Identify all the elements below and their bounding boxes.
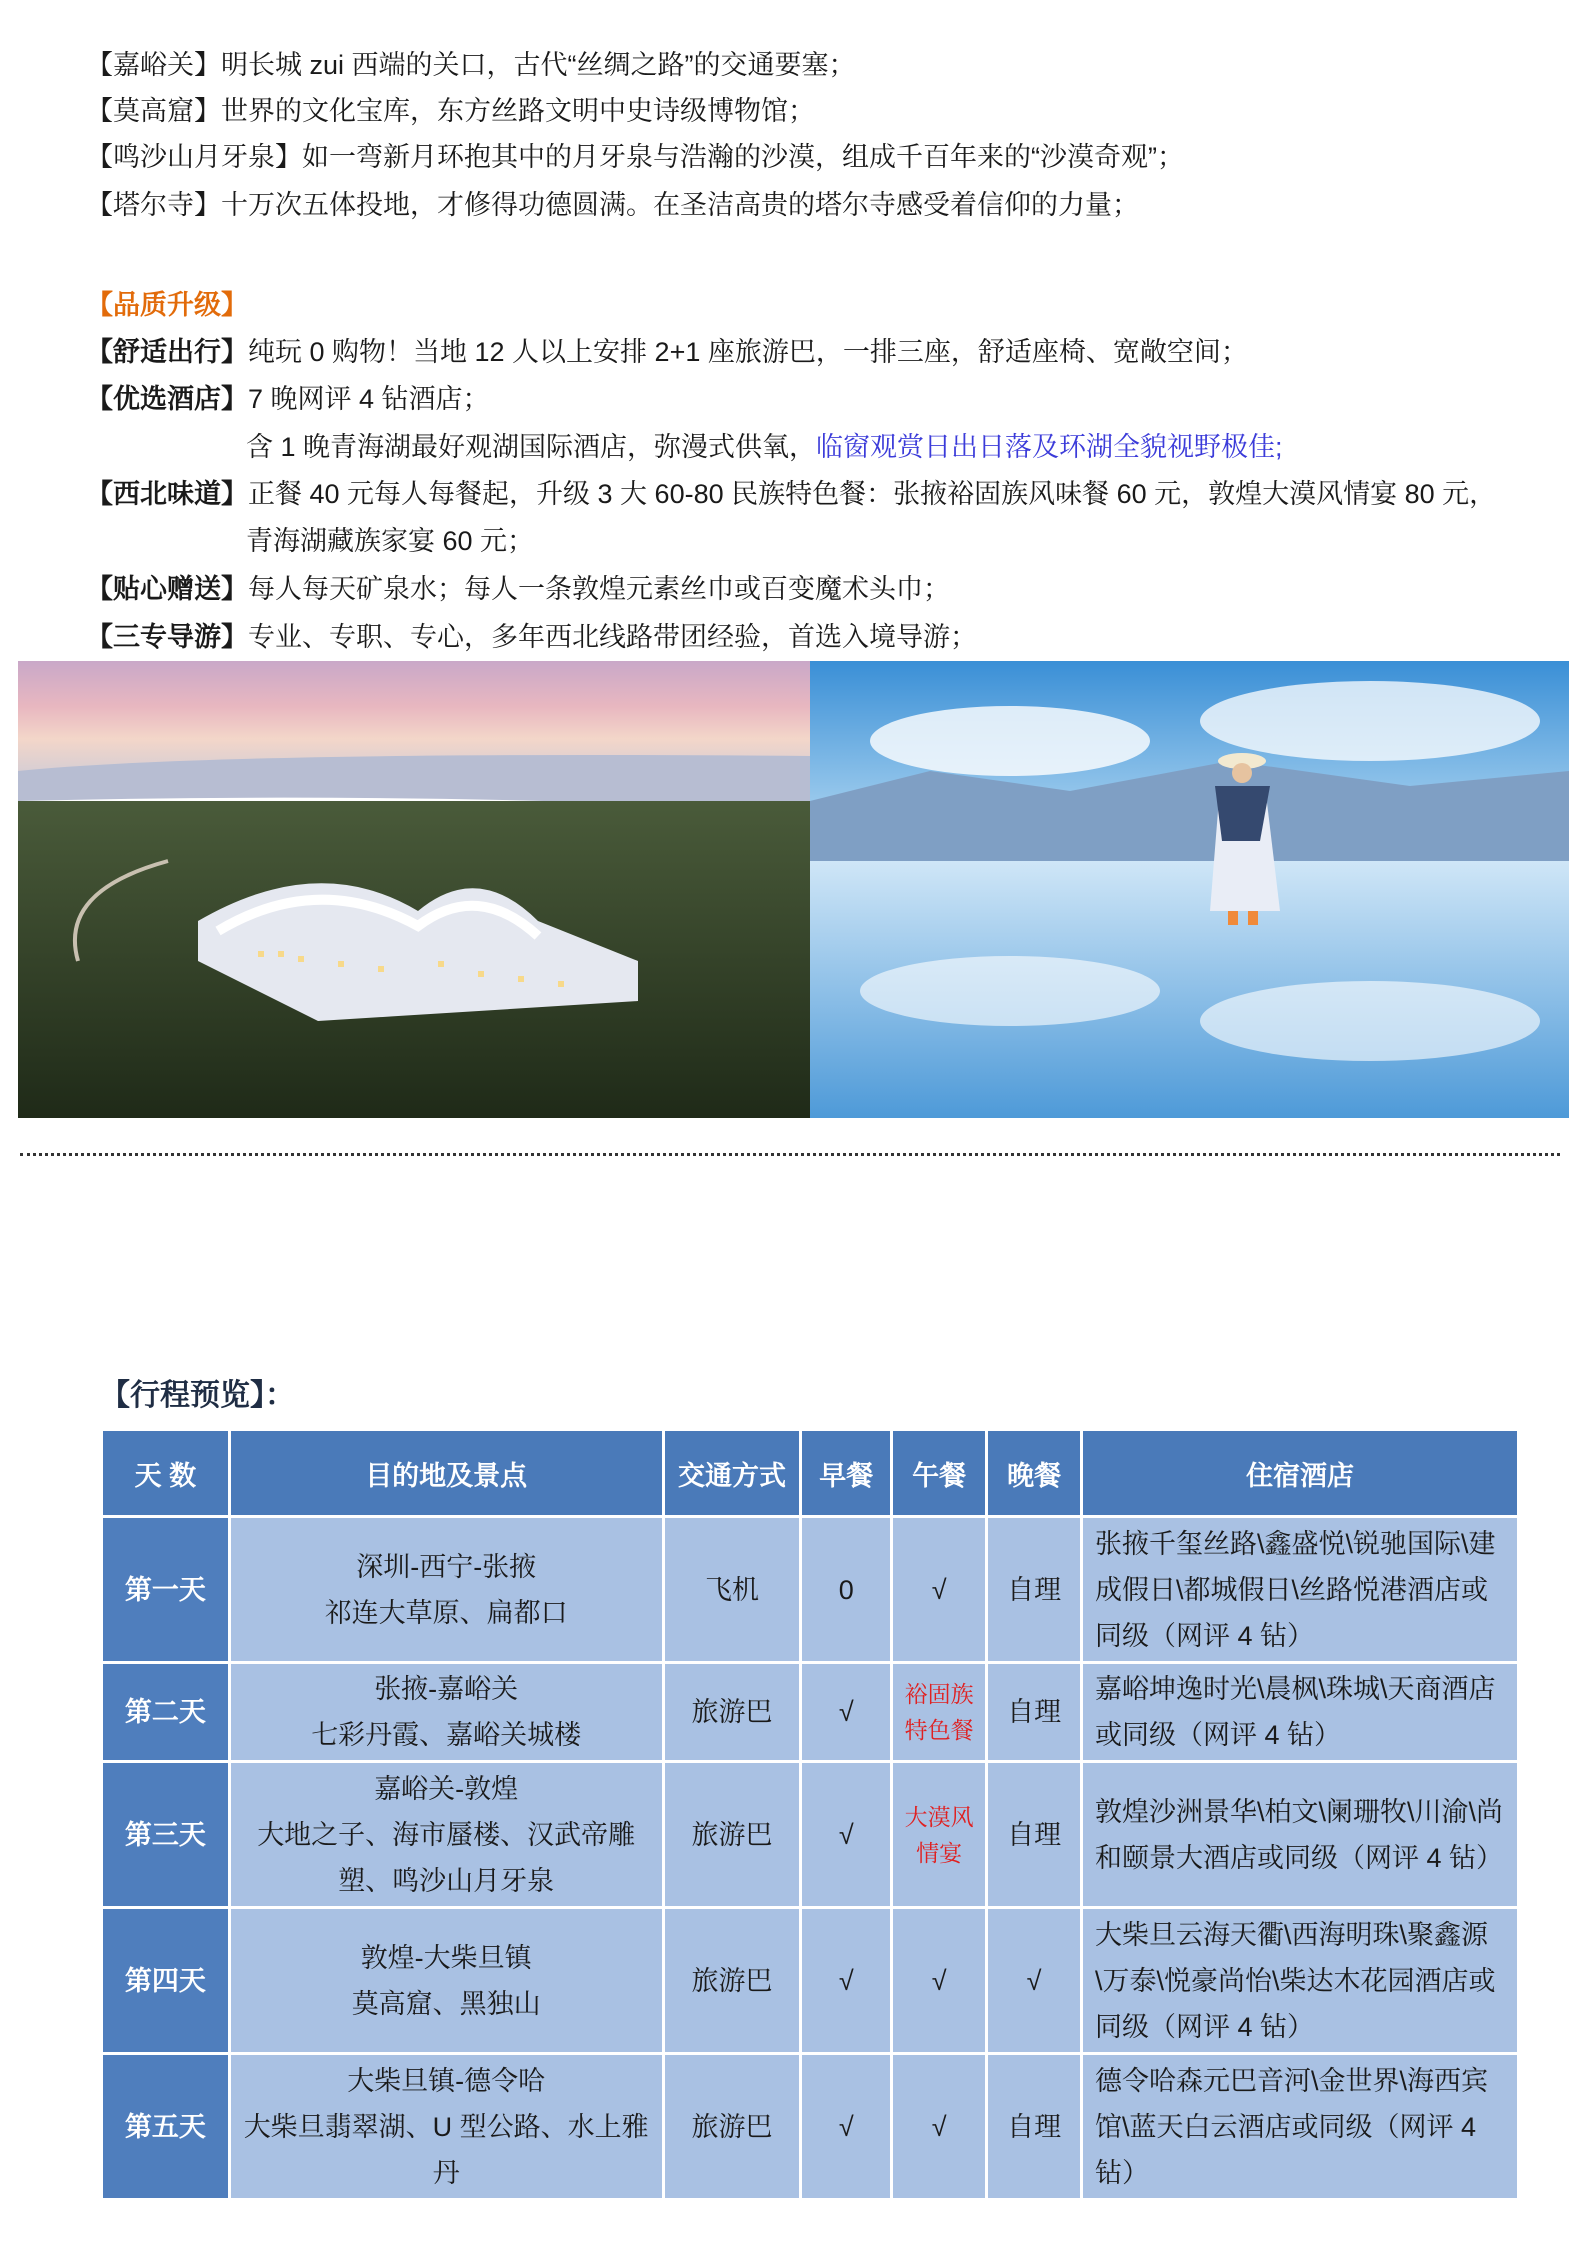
day-cell: 第二天 <box>103 1664 228 1760</box>
sights-text: 大地之子、海市蜃楼、汉武帝雕塑、鸣沙山月牙泉 <box>257 1819 636 1896</box>
quality-tag: 【西北味道】 <box>86 479 248 509</box>
hotel-photo-image <box>18 661 810 1118</box>
salt-lake-photo <box>810 661 1569 1118</box>
intro-text: 明长城 zui 西端的关口，古代“丝绸之路”的交通要塞； <box>221 50 856 80</box>
hotel-cell: 张掖千玺丝路\鑫盛悦\锐驰国际\建成假日\都城假日\丝路悦港酒店或同级（网评 4 钻） <box>1083 1518 1517 1661</box>
salt-lake-photo-image <box>810 661 1569 1118</box>
breakfast-cell: √ <box>802 1763 890 1906</box>
itinerary-table <box>100 1428 1520 2201</box>
lunch-cell <box>893 1664 985 1760</box>
breakfast-cell: √ <box>802 1664 890 1760</box>
lunch-mark: √ <box>931 1965 947 1996</box>
quality-item-gift <box>86 566 950 612</box>
intro-line-taer <box>86 182 1139 228</box>
breakfast-cell: √ <box>802 1909 890 2052</box>
quality-item-food-detail <box>246 518 534 564</box>
quality-item-transport <box>86 329 1248 375</box>
col-transport: 交通方式 <box>665 1431 800 1515</box>
lunch-cell <box>893 2055 985 2198</box>
lunch-special: 裕固族特色餐 <box>904 1681 974 1743</box>
transport-cell: 旅游巴 <box>665 1763 800 1906</box>
lunch-mark: √ <box>931 2111 947 2142</box>
lunch-cell <box>893 1909 985 2052</box>
itinerary-heading: 【行程预览】： <box>100 1379 295 1412</box>
quality-item-food <box>86 471 1496 517</box>
breakfast-cell: √ <box>802 2055 890 2198</box>
lunch-mark: √ <box>931 1574 947 1605</box>
col-day: 天 数 <box>103 1431 228 1515</box>
quality-text: 纯玩 0 购物！当地 12 人以上安排 2+1 座旅游巴，一排三座，舒适座椅、宽敞空间； <box>248 337 1248 367</box>
dinner-cell: 自理 <box>988 2055 1080 2198</box>
col-breakfast: 早餐 <box>802 1431 890 1515</box>
lunch-cell <box>893 1518 985 1661</box>
intro-text: 如一弯新月环抱其中的月牙泉与浩瀚的沙漠，组成千百年来的“沙漠奇观”； <box>302 142 1184 172</box>
dotted-divider <box>20 1153 1560 1156</box>
table-row <box>103 1664 1517 1760</box>
intro-tag: 【嘉峪关】 <box>86 50 221 80</box>
hotel-cell: 嘉峪坤逸时光\晨枫\珠城\天商酒店或同级（网评 4 钻） <box>1083 1664 1517 1760</box>
sights-text: 祁连大草原、扁都口 <box>324 1597 568 1628</box>
quality-tag: 【优选酒店】 <box>86 384 248 414</box>
lunch-cell <box>893 1763 985 1906</box>
quality-tag: 【三专导游】 <box>86 622 248 652</box>
intro-tag: 【塔尔寺】 <box>86 190 221 220</box>
day-cell: 第一天 <box>103 1518 228 1661</box>
table-header-row <box>103 1431 1517 1515</box>
quality-item-hotel <box>86 376 490 422</box>
quality-text: 含 1 晚青海湖最好观湖国际酒店，弥漫式供氧， <box>246 432 817 462</box>
intro-tag: 【鸣沙山月牙泉】 <box>86 142 302 172</box>
hotel-cell: 大柴旦云海天衢\西海明珠\聚鑫源\万泰\悦豪尚怡\柴达木花园酒店或同级（网评 4 钻） <box>1083 1909 1517 2052</box>
quality-item-hotel-detail <box>246 424 1283 470</box>
col-lunch: 午餐 <box>893 1431 985 1515</box>
transport-cell: 旅游巴 <box>665 1664 800 1760</box>
table-row <box>103 1518 1517 1661</box>
hotel-photo <box>18 661 810 1118</box>
route-text: 张掖-嘉峪关 <box>374 1674 519 1704</box>
quality-text: 正餐 40 元每人每餐起，升级 3 大 60-80 民族特色餐：张掖裕固族风味餐 60 元，敦煌大漠风情宴 80 元， <box>248 479 1497 509</box>
intro-text: 世界的文化宝库，东方丝路文明中史诗级博物馆； <box>221 96 815 126</box>
sights-text: 大柴旦翡翠湖、U 型公路、水上雅丹 <box>243 2111 649 2188</box>
quality-text: 7 晚网评 4 钻酒店； <box>248 384 490 414</box>
quality-text: 专业、专职、专心，多年西北线路带团经验，首选入境导游； <box>248 622 977 652</box>
sights-text: 莫高窟、黑独山 <box>351 1988 541 2019</box>
destination-cell <box>231 2055 662 2198</box>
transport-cell: 旅游巴 <box>665 2055 800 2198</box>
dinner-cell: 自理 <box>988 1518 1080 1661</box>
dinner-cell: 自理 <box>988 1664 1080 1760</box>
table-row <box>103 2055 1517 2198</box>
destination-cell <box>231 1518 662 1661</box>
quality-tag: 【贴心赠送】 <box>86 574 248 604</box>
table-row <box>103 1763 1517 1906</box>
col-dinner: 晚餐 <box>988 1431 1080 1515</box>
dinner-cell: 自理 <box>988 1763 1080 1906</box>
intro-text: 十万次五体投地，才修得功德圆满。在圣洁高贵的塔尔寺感受着信仰的力量； <box>221 190 1139 220</box>
destination-cell <box>231 1763 662 1906</box>
breakfast-cell: 0 <box>802 1518 890 1661</box>
sights-text: 七彩丹霞、嘉峪关城楼 <box>311 1720 582 1750</box>
day-cell: 第五天 <box>103 2055 228 2198</box>
route-text: 敦煌-大柴旦镇 <box>360 1942 532 1973</box>
destination-cell <box>231 1664 662 1760</box>
quality-tag: 【舒适出行】 <box>86 337 248 367</box>
col-hotel: 住宿酒店 <box>1083 1431 1517 1515</box>
transport-cell: 飞机 <box>665 1518 800 1661</box>
route-text: 大柴旦镇-德令哈 <box>347 2065 546 2096</box>
intro-line-mogao <box>86 88 815 134</box>
quality-text: 青海湖藏族家宴 60 元； <box>246 526 535 556</box>
intro-line-jiayuguan <box>86 42 856 88</box>
quality-text: 每人每天矿泉水；每人一条敦煌元素丝巾或百变魔术头巾； <box>248 574 950 604</box>
route-text: 嘉峪关-敦煌 <box>374 1773 519 1804</box>
hotel-cell: 德令哈森元巴音河\金世界\海西宾馆\蓝天白云酒店或同级（网评 4 钻） <box>1083 2055 1517 2198</box>
quality-highlight: 临窗观赏日出日落及环湖全貌视野极佳; <box>816 432 1283 462</box>
day-cell: 第三天 <box>103 1763 228 1906</box>
route-text: 深圳-西宁-张掖 <box>356 1551 537 1582</box>
intro-tag: 【莫高窟】 <box>86 96 221 126</box>
quality-item-guide <box>86 614 977 660</box>
quality-title: 【品质升级】 <box>86 290 248 320</box>
day-cell: 第四天 <box>103 1909 228 2052</box>
transport-cell: 旅游巴 <box>665 1909 800 2052</box>
hotel-cell: 敦煌沙洲景华\柏文\阑珊牧\川渝\尚和颐景大酒店或同级（网评 4 钻） <box>1083 1763 1517 1906</box>
lunch-special: 大漠风情宴 <box>904 1803 974 1866</box>
intro-line-mingsha <box>86 134 1184 180</box>
col-destination: 目的地及景点 <box>231 1431 662 1515</box>
dinner-cell: √ <box>988 1909 1080 2052</box>
destination-cell <box>231 1909 662 2052</box>
table-row <box>103 1909 1517 2052</box>
